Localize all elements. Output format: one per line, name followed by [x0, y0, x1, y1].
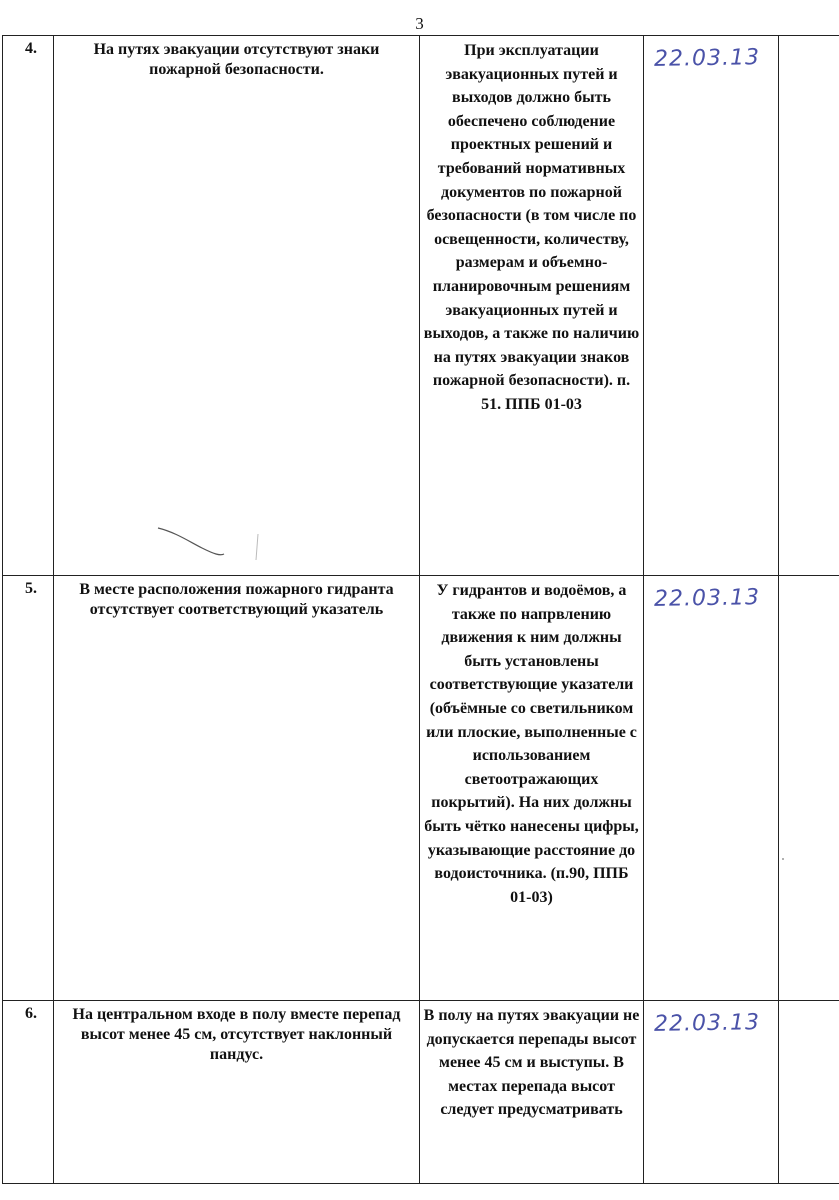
handwritten-deadline: 22.03.13 [653, 1010, 761, 1037]
row-number-cell [3, 576, 54, 1001]
page-number: 3 [415, 14, 424, 33]
mark-cell [779, 576, 839, 1001]
scan-speck [782, 858, 784, 860]
row-number-cell [3, 36, 54, 576]
requirement-text: При эксплуатации эвакуационных путей и выходов должно быть обеспечено соблюдение проектных решений и требований нормативных документов по пожарной безопасности (в том числе по освещенности, количеству, размерам и объемно-планировочным решениям эвакуационных путей и выходов, а также по наличию на путях эвакуации знаков пожарной безопасности). п. 51. ППБ 01-03 [423, 42, 640, 413]
pen-scribble-mark [150, 520, 270, 570]
table-row [3, 36, 839, 576]
violations-table [2, 35, 839, 1184]
requirement-cell [420, 576, 644, 1001]
requirement-cell [420, 1001, 644, 1184]
table-row [3, 1001, 839, 1184]
row-number: 6. [25, 1005, 37, 1022]
requirement-cell [420, 36, 644, 576]
row-number: 4. [25, 40, 37, 57]
mark-cell [779, 36, 839, 576]
handwritten-deadline: 22.03.13 [653, 585, 761, 612]
row-number-cell [3, 1001, 54, 1184]
violation-text: В месте расположения пожарного гидранта отсутствует соответствующий указатель [79, 581, 394, 618]
requirement-text: У гидрантов и водоёмов, а также по напрвлению движения к ним должны быть установлены соответствующие указатели (объёмные со светильником или плоские, выполненные с использованием светоотражающих покрытий). На них должны быть чётко нанесены цифры, указывающие расстояние до водоисточника. (п.90, ППБ 01-03) [424, 582, 639, 906]
row-number: 5. [25, 580, 37, 597]
handwritten-deadline: 22.03.13 [653, 45, 761, 72]
violation-cell [54, 1001, 420, 1184]
table-row [3, 576, 839, 1001]
violation-cell [54, 576, 420, 1001]
deadline-cell [644, 36, 779, 576]
deadline-cell [644, 1001, 779, 1184]
violation-cell [54, 36, 420, 576]
violation-text: На путях эвакуации отсутствуют знаки пожарной безопасности. [93, 41, 380, 78]
violation-text: На центральном входе в полу вместе перепад высот менее 45 см, отсутствует наклонный пандус. [72, 1006, 401, 1063]
deadline-cell [644, 576, 779, 1001]
mark-cell [779, 1001, 839, 1184]
requirement-text: В полу на путях эвакуации не допускается перепады высот менее 45 см и выступы. В местах перепада высот следует предусматривать [423, 1007, 640, 1119]
